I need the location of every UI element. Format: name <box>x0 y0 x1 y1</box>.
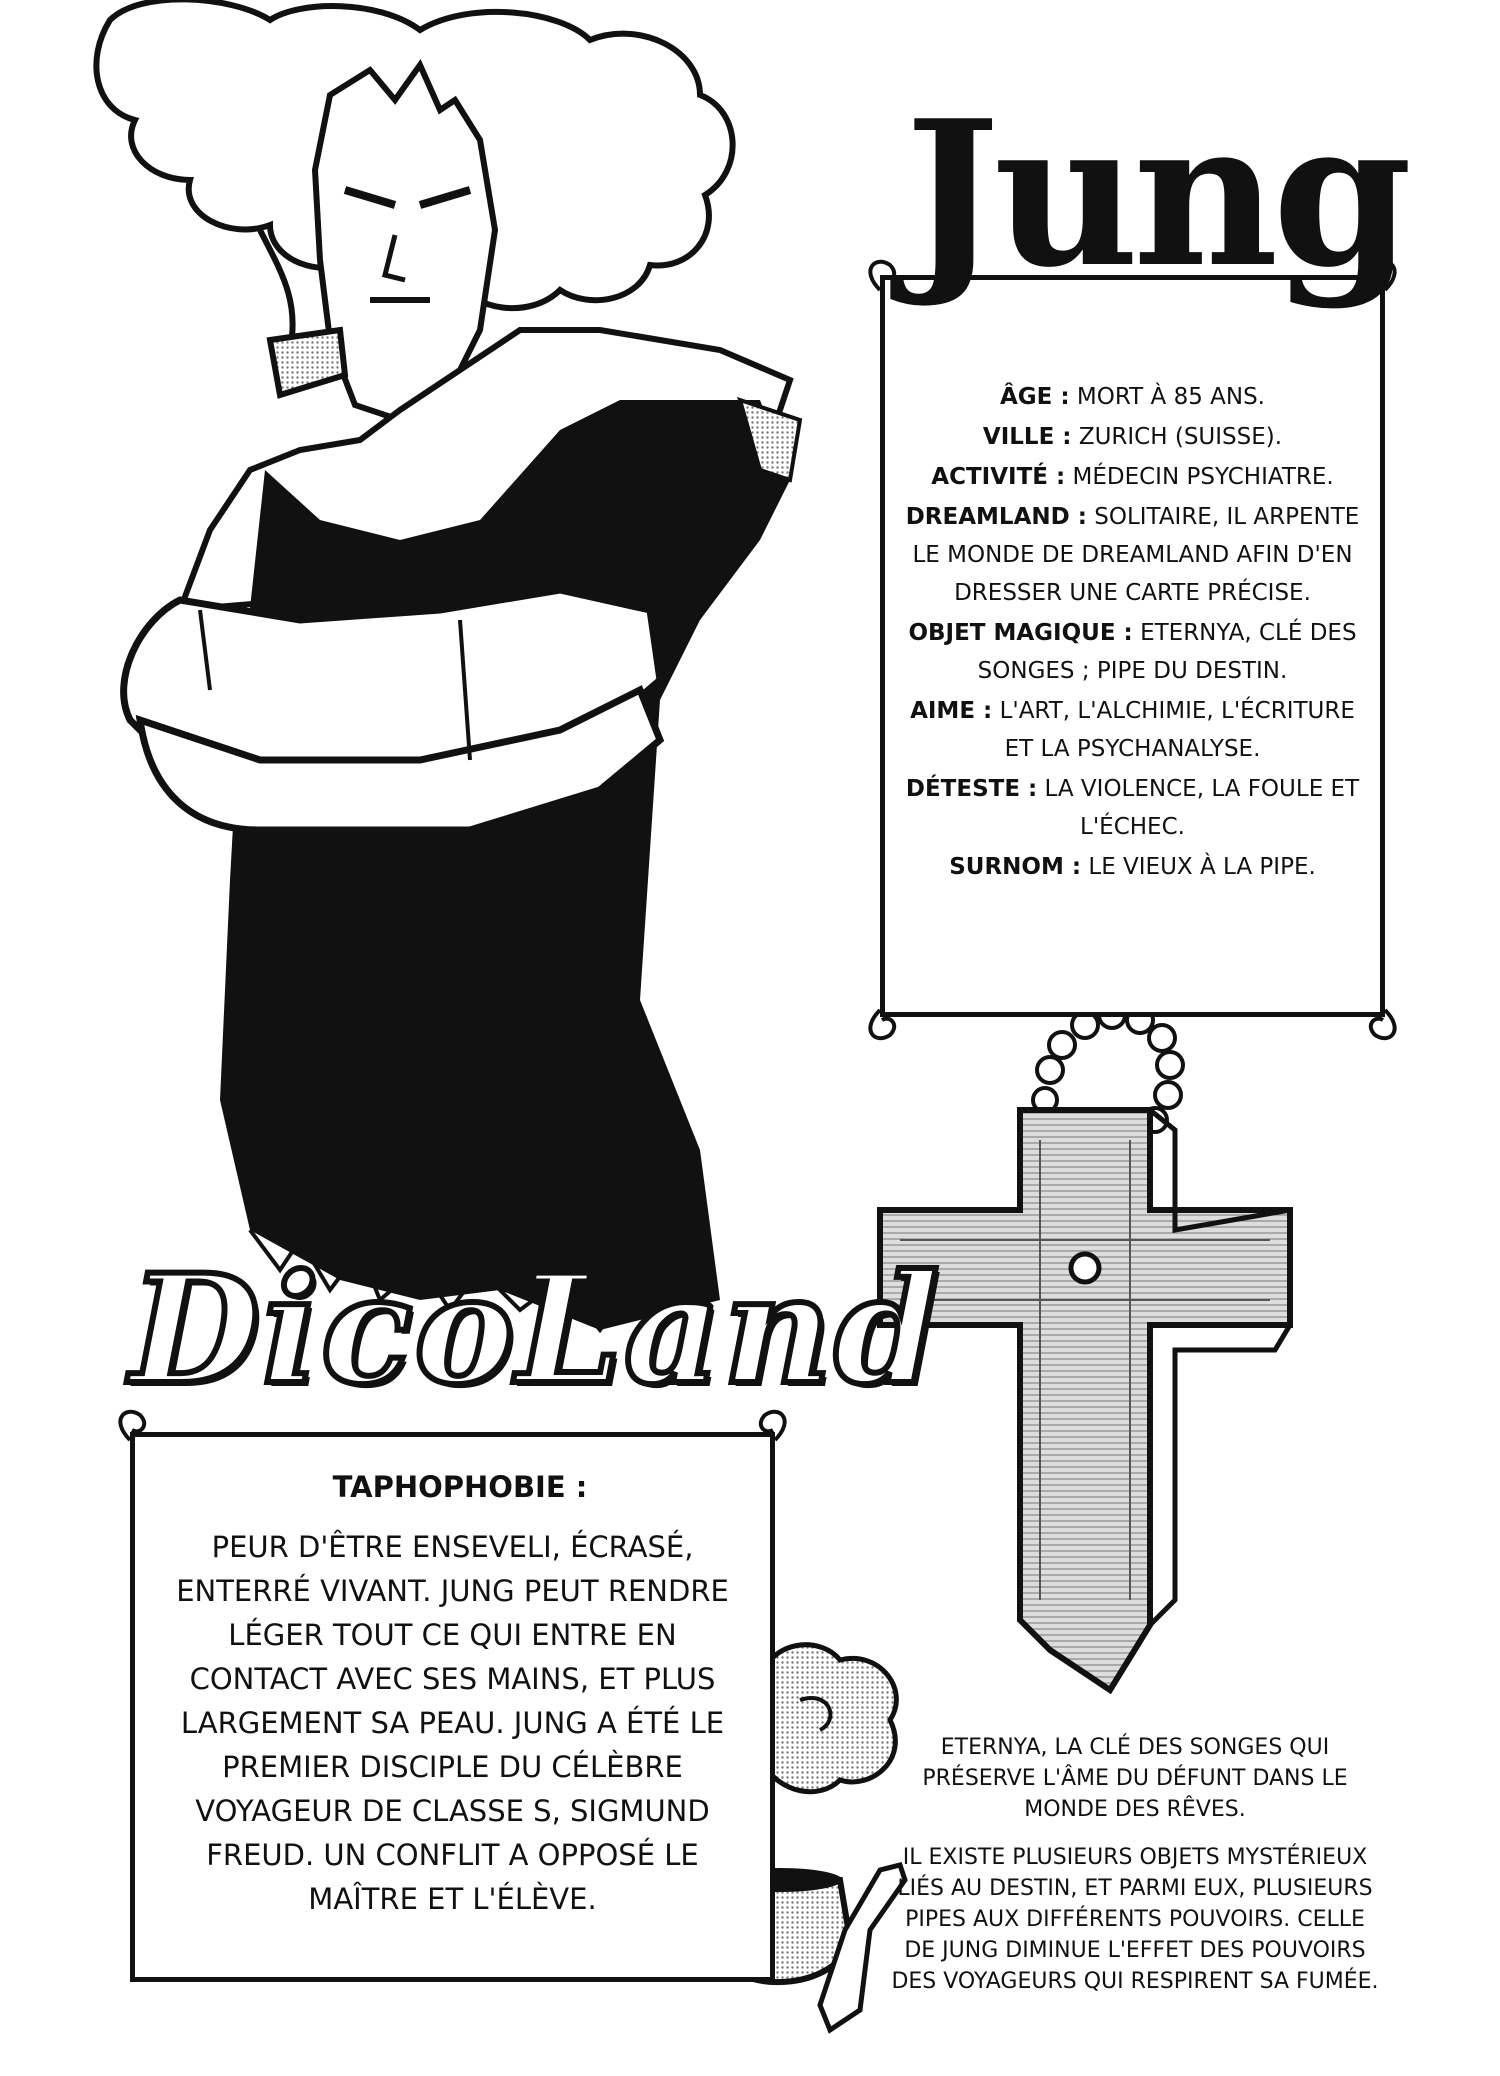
profile-age <box>895 378 1370 416</box>
pipe-caption: IL EXISTE PLUSIEURS OBJETS MYSTÉRIEUX LIÉS AU DESTIN, ET PARMI EUX, PLUSIEURS PIPES AUX DIFFÉRENTS POUVOIRS. CELLE DE JUNG DIMINUE L'EFFET DES POUVOIRS DES VOYAGEURS QUI RESPIRENT SA FUMÉE. <box>891 1845 1379 1994</box>
profile-value: MÉDECIN PSYCHIATRE. <box>1072 464 1334 490</box>
profile-value: SOLITAIRE, IL ARPENTE LE MONDE DE DREAMLAND AFIN D'EN DRESSER UNE CARTE PRÉCISE. <box>912 504 1360 606</box>
profile-list <box>895 378 1370 888</box>
profile-likes <box>895 692 1370 768</box>
profile-city <box>895 418 1370 456</box>
profile-label: DREAMLAND : <box>905 504 1087 530</box>
profile-dislikes <box>895 770 1370 846</box>
profile-value: MORT À 85 ANS. <box>1076 384 1265 410</box>
profile-value: ZURICH (SUISSE). <box>1078 424 1283 450</box>
profile-activity <box>895 458 1370 496</box>
profile-dreamland <box>895 498 1370 612</box>
profile-nickname <box>895 848 1370 886</box>
profile-label: ACTIVITÉ : <box>931 464 1066 490</box>
profile-value: LE VIEUX À LA PIPE. <box>1088 854 1316 880</box>
profile-label: AIME : <box>910 698 993 724</box>
profile-label: ÂGE : <box>999 384 1070 410</box>
key-caption: ETERNYA, LA CLÉ DES SONGES QUI PRÉSERVE L'ÂME DU DÉFUNT DANS LE MONDE DES RÊVES. <box>922 1735 1348 1822</box>
profile-magic-object <box>895 614 1370 690</box>
eternya-key-illustration <box>880 1002 1290 1690</box>
profile-label: SURNOM : <box>949 854 1082 880</box>
profile-label: VILLE : <box>982 424 1072 450</box>
profile-label: OBJET MAGIQUE : <box>908 620 1133 646</box>
definition-text: PEUR D'ÊTRE ENSEVELI, ÉCRASÉ, ENTERRÉ VIVANT. JUNG PEUT RENDRE LÉGER TOUT CE QUI ENTRE EN CONTACT AVEC SES MAINS, ET PLUS LARGEMENT SA PEAU. JUNG A ÉTÉ LE PREMIER DISCIPLE DU CÉLÈBRE VOYAGEUR DE CLASSE S, SIGMUND FREUD. UN CONFLIT A OPPOSÉ LE MAÎTRE ET L'ÉLÈVE. <box>176 1530 729 1916</box>
profile-value: ETERNYA, CLÉ DES SONGES ; PIPE DU DESTIN. <box>977 620 1357 684</box>
profile-value: LA VIOLENCE, LA FOULE ET L'ÉCHEC. <box>1044 776 1360 840</box>
profile-value: L'ART, L'ALCHIMIE, L'ÉCRITURE ET LA PSYCHANALYSE. <box>999 698 1355 762</box>
profile-label: DÉTESTE : <box>905 776 1038 802</box>
character-jung-illustration <box>124 65 800 1330</box>
character-name-title: Jung <box>905 77 1407 312</box>
definition-term: TAPHOPHOBIE : <box>332 1470 588 1504</box>
dicoland-logo: DicoLand <box>130 1242 942 1418</box>
